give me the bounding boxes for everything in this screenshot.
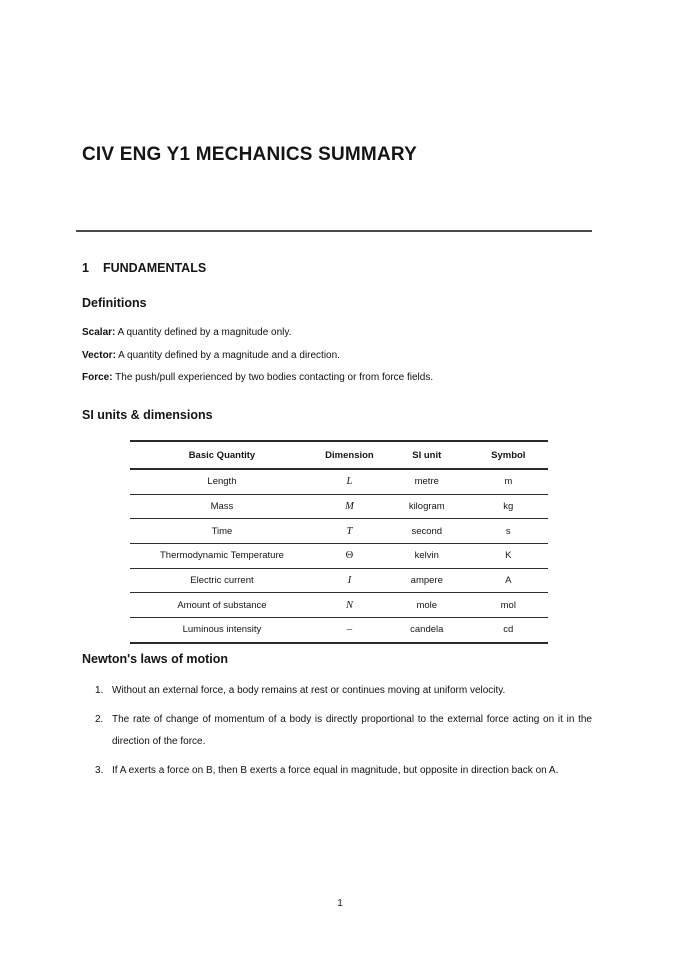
table-cell: mole [385, 593, 469, 618]
table-row [130, 568, 548, 593]
table-cell [314, 618, 385, 643]
table-row [130, 593, 548, 618]
table-row [130, 618, 548, 643]
table-cell [314, 568, 385, 593]
table-cell: Time [130, 519, 314, 544]
law-number: 3. [95, 765, 104, 776]
table-cell: ampere [385, 568, 469, 593]
section-title: FUNDAMENTALS [102, 261, 207, 275]
definition-item [82, 367, 592, 390]
law-text: The rate of change of momentum of a body is directly proportional to the external force acting on it in the direction of the force. [112, 714, 592, 747]
table-column-header: Symbol [469, 441, 548, 469]
table-cell [314, 469, 385, 494]
table-cell [314, 593, 385, 618]
table-row [130, 494, 548, 519]
definition-text: The push/pull experienced by two bodies contacting or from force fields. [112, 372, 434, 383]
law-item [95, 760, 592, 782]
law-number: 1. [95, 685, 104, 696]
table-cell: A [469, 568, 548, 593]
table-column-header: Dimension [314, 441, 385, 469]
newtons-laws-list [95, 680, 592, 789]
dimension-symbol: – [346, 624, 353, 636]
table-cell: Electric current [130, 568, 314, 593]
table-cell: Mass [130, 494, 314, 519]
table-row [130, 544, 548, 569]
definition-text: A quantity defined by a magnitude and a direction. [115, 349, 340, 361]
table-cell: metre [385, 469, 469, 494]
table-row [130, 469, 548, 494]
law-text: Without an external force, a body remains at rest or continues moving at uniform velocity. [112, 685, 506, 696]
table-cell: mol [469, 593, 548, 618]
table-cell: m [469, 469, 548, 494]
page-number: 1 [337, 898, 343, 909]
dimension-symbol: M [345, 501, 354, 513]
definition-term: Scalar: [82, 327, 116, 338]
si-units-table-body [130, 469, 548, 643]
newtons-laws-heading: Newton's laws of motion [82, 652, 229, 666]
table-cell [314, 544, 385, 569]
si-units-table-header [130, 441, 548, 469]
table-cell: K [469, 544, 548, 569]
definition-term: Vector: [82, 349, 116, 361]
definitions-list [82, 322, 592, 390]
section-number: 1 [82, 261, 89, 275]
dimension-symbol: I [347, 575, 352, 587]
table-cell: candela [385, 618, 469, 643]
table-column-header: SI unit [385, 441, 469, 469]
table-cell: Thermodynamic Temperature [130, 544, 314, 569]
definitions-heading: Definitions [82, 296, 147, 310]
document-title: CIV ENG Y1 MECHANICS SUMMARY [82, 143, 417, 165]
table-cell: Amount of substance [130, 593, 314, 618]
law-text: If A exerts a force on B, then B exerts a force equal in magnitude, but opposite in direction back on A. [112, 765, 559, 776]
horizontal-rule [76, 230, 592, 232]
dimension-symbol: L [346, 476, 353, 488]
si-units-table [130, 440, 548, 644]
dimension-symbol: Θ [345, 550, 354, 562]
law-number: 2. [95, 714, 104, 725]
table-cell: kelvin [385, 544, 469, 569]
table-cell [314, 494, 385, 519]
definition-item [82, 322, 592, 345]
definition-text: A quantity defined by a magnitude only. [115, 327, 292, 338]
law-item [95, 709, 592, 753]
table-cell: Luminous intensity [130, 618, 314, 643]
table-cell: kg [469, 494, 548, 519]
table-column-header: Basic Quantity [130, 441, 314, 469]
section-heading-fundamentals [82, 261, 206, 275]
si-units-heading: SI units & dimensions [82, 408, 213, 422]
definition-item [82, 345, 592, 368]
table-cell: kilogram [385, 494, 469, 519]
law-item [95, 680, 592, 702]
definition-term: Force: [82, 372, 113, 383]
table-cell: cd [469, 618, 548, 643]
table-cell: s [469, 519, 548, 544]
table-cell: Length [130, 469, 314, 494]
dimension-symbol: N [345, 599, 353, 611]
table-cell [314, 519, 385, 544]
table-row [130, 519, 548, 544]
table-cell: second [385, 519, 469, 544]
dimension-symbol: T [346, 525, 353, 537]
